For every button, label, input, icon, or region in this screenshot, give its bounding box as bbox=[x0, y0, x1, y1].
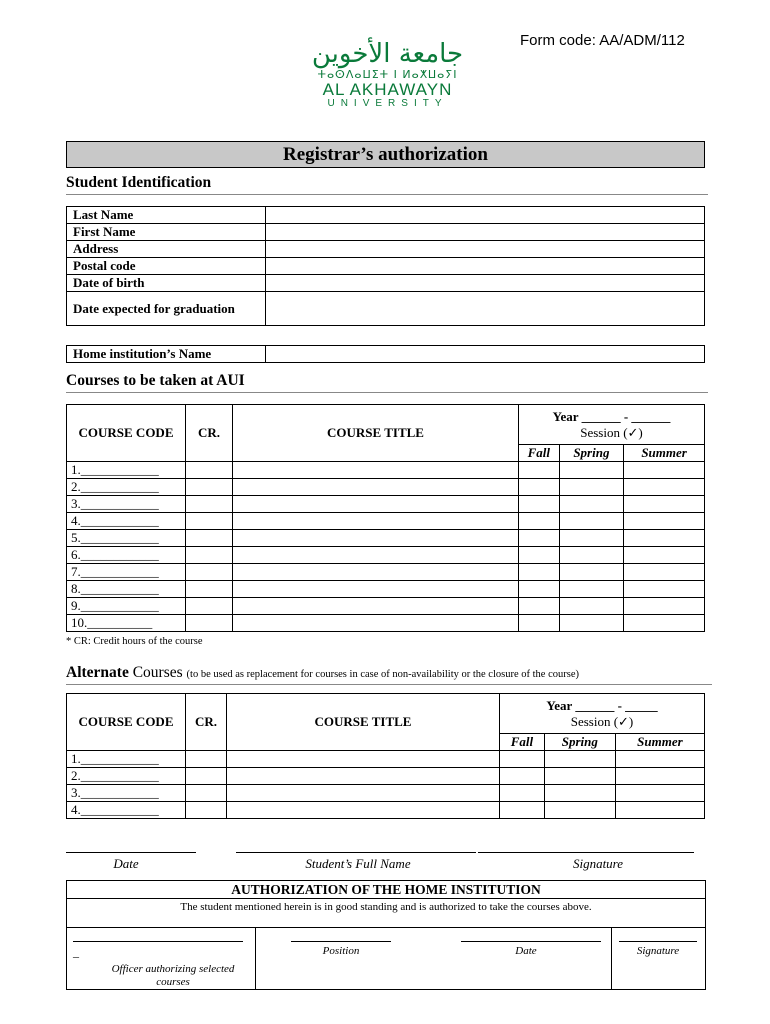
field-label: Last Name bbox=[67, 207, 266, 224]
course-title-cell[interactable] bbox=[233, 479, 519, 496]
position-line[interactable] bbox=[291, 941, 391, 942]
table-row bbox=[67, 547, 705, 564]
alt-session-spring: Spring bbox=[544, 734, 615, 751]
course-title-cell[interactable] bbox=[227, 802, 500, 819]
credits-cell[interactable] bbox=[186, 462, 233, 479]
officer-dash: _ bbox=[73, 945, 79, 959]
table-row bbox=[67, 751, 705, 768]
course-code-cell: 1.____________ bbox=[67, 751, 186, 768]
table-row bbox=[67, 598, 705, 615]
full-name-label: Student’s Full Name bbox=[305, 856, 411, 871]
course-code-cell: 3.____________ bbox=[67, 496, 186, 513]
credits-cell[interactable] bbox=[186, 530, 233, 547]
field-label: Date expected for graduation bbox=[67, 292, 266, 326]
credits-cell[interactable] bbox=[186, 768, 227, 785]
divider bbox=[66, 194, 708, 195]
credits-cell[interactable] bbox=[186, 598, 233, 615]
alt-col-course-code: COURSE CODE bbox=[67, 694, 186, 751]
field-label: Postal code bbox=[67, 258, 266, 275]
summer-cell[interactable] bbox=[624, 496, 705, 513]
courses-table bbox=[66, 404, 705, 632]
summer-cell[interactable] bbox=[615, 768, 704, 785]
alternate-note: (to be used as replacement for courses in case of non-availability or the closure of the course) bbox=[186, 669, 579, 680]
auth-date-line[interactable] bbox=[461, 941, 601, 942]
course-code-cell: 9.____________ bbox=[67, 598, 186, 615]
date-label: Date bbox=[113, 856, 139, 871]
course-title-cell[interactable] bbox=[233, 615, 519, 632]
spring-cell[interactable] bbox=[559, 564, 624, 581]
summer-cell[interactable] bbox=[615, 802, 704, 819]
summer-cell[interactable] bbox=[615, 785, 704, 802]
fall-cell[interactable] bbox=[519, 547, 560, 564]
year-line: Year ______ - ______ bbox=[552, 408, 671, 424]
table-row bbox=[67, 581, 705, 598]
postal-code-field[interactable] bbox=[265, 258, 704, 275]
logo-tifinagh-text: ⵜⴰⵙⴷⴰⵡⵉⵜ ⵏ ⵍⴰⵅⵡⴰⵢⵏ bbox=[317, 68, 458, 81]
divider bbox=[66, 684, 712, 685]
last-name-field[interactable] bbox=[265, 207, 704, 224]
table-row bbox=[67, 768, 705, 785]
auth-date-label: Date bbox=[515, 945, 537, 957]
page-title: Registrar’s authorization bbox=[66, 141, 705, 168]
spring-cell[interactable] bbox=[559, 530, 624, 547]
alt-year-session-header bbox=[500, 694, 705, 734]
spring-cell[interactable] bbox=[544, 785, 615, 802]
summer-cell[interactable] bbox=[615, 751, 704, 768]
spring-cell[interactable] bbox=[559, 581, 624, 598]
col-course-title: COURSE TITLE bbox=[233, 405, 519, 462]
spring-cell[interactable] bbox=[559, 496, 624, 513]
spring-cell[interactable] bbox=[559, 479, 624, 496]
logo-arabic-text: جامعة الأخوين bbox=[311, 39, 464, 69]
table-row bbox=[67, 564, 705, 581]
signature-label: Signature bbox=[572, 856, 624, 871]
course-code-cell: 6.____________ bbox=[67, 547, 186, 564]
signature-line[interactable] bbox=[478, 852, 694, 853]
logo-university: UNIVERSITY bbox=[327, 98, 448, 109]
table-row bbox=[67, 615, 705, 632]
credits-cell[interactable] bbox=[186, 785, 227, 802]
home-institution-table bbox=[66, 345, 705, 363]
summer-cell[interactable] bbox=[624, 615, 705, 632]
alt-session-label: Session (✓) bbox=[570, 713, 634, 729]
graduation-date-field[interactable] bbox=[265, 292, 704, 326]
divider bbox=[255, 927, 256, 989]
spring-cell[interactable] bbox=[559, 513, 624, 530]
alternate-heading-rest: Courses bbox=[132, 664, 183, 681]
alternate-heading bbox=[66, 664, 579, 682]
form-code: Form code: AA/ADM/112 bbox=[520, 32, 685, 49]
position-label: Position bbox=[322, 945, 360, 957]
table-row bbox=[67, 462, 705, 479]
spring-cell[interactable] bbox=[559, 547, 624, 564]
alternate-heading-bold: Alternate bbox=[66, 664, 129, 681]
date-of-birth-field[interactable] bbox=[265, 275, 704, 292]
credits-cell[interactable] bbox=[186, 513, 233, 530]
alt-col-course-title: COURSE TITLE bbox=[227, 694, 500, 751]
course-code-cell: 4.____________ bbox=[67, 513, 186, 530]
fall-cell[interactable] bbox=[519, 598, 560, 615]
fall-cell[interactable] bbox=[519, 615, 560, 632]
divider bbox=[66, 392, 708, 393]
summer-cell[interactable] bbox=[624, 581, 705, 598]
logo-name: AL AKHAWAYN bbox=[322, 80, 453, 99]
course-code-cell: 2.____________ bbox=[67, 479, 186, 496]
field-label: Address bbox=[67, 241, 266, 258]
spring-cell[interactable] bbox=[544, 751, 615, 768]
course-title-cell[interactable] bbox=[233, 513, 519, 530]
credits-cell[interactable] bbox=[186, 496, 233, 513]
table-row bbox=[67, 802, 705, 819]
course-title-cell[interactable] bbox=[233, 496, 519, 513]
address-field[interactable] bbox=[265, 241, 704, 258]
course-code-cell: 2.____________ bbox=[67, 768, 186, 785]
fall-cell[interactable] bbox=[519, 496, 560, 513]
table-row bbox=[67, 530, 705, 547]
authorization-box bbox=[66, 880, 706, 990]
student-identification-heading: Student Identification bbox=[66, 174, 212, 191]
course-title-cell[interactable] bbox=[233, 564, 519, 581]
course-title-cell[interactable] bbox=[233, 598, 519, 615]
course-code-cell: 8.____________ bbox=[67, 581, 186, 598]
table-row bbox=[67, 513, 705, 530]
course-code-cell: 4.____________ bbox=[67, 802, 186, 819]
full-name-line[interactable] bbox=[236, 852, 476, 853]
course-title-cell[interactable] bbox=[233, 462, 519, 479]
authorization-heading: AUTHORIZATION OF THE HOME INSTITUTION bbox=[67, 881, 705, 899]
course-title-cell[interactable] bbox=[227, 751, 500, 768]
alt-year-line: Year ______ - _____ bbox=[546, 697, 658, 713]
summer-cell[interactable] bbox=[624, 530, 705, 547]
table-row bbox=[67, 496, 705, 513]
alt-session-summer: Summer bbox=[615, 734, 704, 751]
summer-cell[interactable] bbox=[624, 564, 705, 581]
alt-col-credits: CR. bbox=[186, 694, 227, 751]
col-course-code: COURSE CODE bbox=[67, 405, 186, 462]
session-label: Session (✓) bbox=[580, 424, 643, 440]
summer-cell[interactable] bbox=[624, 547, 705, 564]
divider bbox=[611, 927, 612, 989]
fall-cell[interactable] bbox=[500, 768, 545, 785]
course-title-cell[interactable] bbox=[227, 785, 500, 802]
summer-cell[interactable] bbox=[624, 598, 705, 615]
course-code-cell: 3.____________ bbox=[67, 785, 186, 802]
course-title-cell[interactable] bbox=[233, 530, 519, 547]
fall-cell[interactable] bbox=[500, 785, 545, 802]
credit-footnote: * CR: Credit hours of the course bbox=[66, 636, 203, 647]
field-label: First Name bbox=[67, 224, 266, 241]
spring-cell[interactable] bbox=[559, 462, 624, 479]
spring-cell[interactable] bbox=[544, 802, 615, 819]
officer-line[interactable] bbox=[73, 941, 243, 942]
table-row bbox=[67, 479, 705, 496]
fall-cell[interactable] bbox=[519, 581, 560, 598]
fall-cell[interactable] bbox=[519, 530, 560, 547]
summer-cell[interactable] bbox=[624, 462, 705, 479]
course-code-cell: 1.____________ bbox=[67, 462, 186, 479]
date-line[interactable] bbox=[66, 852, 196, 853]
table-row bbox=[67, 785, 705, 802]
session-spring: Spring bbox=[559, 445, 624, 462]
summer-cell[interactable] bbox=[624, 479, 705, 496]
spring-cell[interactable] bbox=[544, 768, 615, 785]
credits-cell[interactable] bbox=[186, 751, 227, 768]
university-logo bbox=[305, 40, 470, 112]
alternate-courses-table bbox=[66, 693, 705, 819]
course-title-cell[interactable] bbox=[227, 768, 500, 785]
credits-cell[interactable] bbox=[186, 479, 233, 496]
col-credits: CR. bbox=[186, 405, 233, 462]
course-code-cell: 5.____________ bbox=[67, 530, 186, 547]
credits-cell[interactable] bbox=[186, 802, 227, 819]
credits-cell[interactable] bbox=[186, 581, 233, 598]
fall-cell[interactable] bbox=[519, 479, 560, 496]
spring-cell[interactable] bbox=[559, 598, 624, 615]
credits-cell[interactable] bbox=[186, 547, 233, 564]
fall-cell[interactable] bbox=[519, 513, 560, 530]
credits-cell[interactable] bbox=[186, 564, 233, 581]
fall-cell[interactable] bbox=[500, 802, 545, 819]
course-code-cell: 10.__________ bbox=[67, 615, 186, 632]
field-label: Date of birth bbox=[67, 275, 266, 292]
course-title-cell[interactable] bbox=[233, 581, 519, 598]
fall-cell[interactable] bbox=[500, 751, 545, 768]
home-institution-field[interactable] bbox=[265, 346, 704, 363]
courses-heading: Courses to be taken at AUI bbox=[66, 372, 245, 389]
auth-signature-label: Signature bbox=[636, 945, 680, 957]
authorization-statement: The student mentioned herein is in good standing and is authorized to take the courses above. bbox=[67, 899, 705, 928]
spring-cell[interactable] bbox=[559, 615, 624, 632]
fall-cell[interactable] bbox=[519, 462, 560, 479]
course-title-cell[interactable] bbox=[233, 547, 519, 564]
field-label: Home institution’s Name bbox=[67, 346, 266, 363]
fall-cell[interactable] bbox=[519, 564, 560, 581]
student-id-table bbox=[66, 206, 705, 326]
credits-cell[interactable] bbox=[186, 615, 233, 632]
year-session-header bbox=[519, 405, 705, 445]
first-name-field[interactable] bbox=[265, 224, 704, 241]
course-code-cell: 7.____________ bbox=[67, 564, 186, 581]
officer-label: Officer authorizing selected courses bbox=[111, 963, 235, 988]
summer-cell[interactable] bbox=[624, 513, 705, 530]
session-summer: Summer bbox=[624, 445, 705, 462]
session-fall: Fall bbox=[519, 445, 560, 462]
auth-signature-line[interactable] bbox=[619, 941, 697, 942]
alt-session-fall: Fall bbox=[500, 734, 545, 751]
